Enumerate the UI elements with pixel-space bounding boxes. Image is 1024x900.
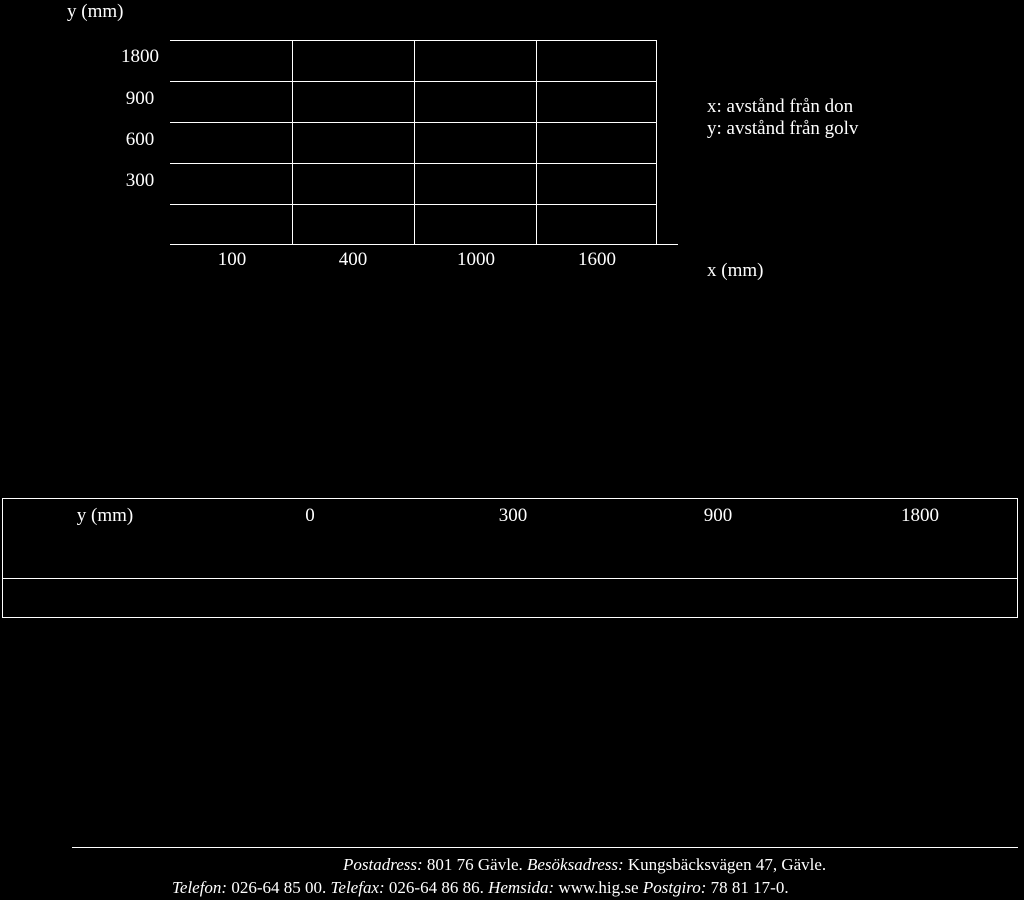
x-tick-400: 400 — [338, 249, 368, 270]
grid-line-900 — [170, 81, 656, 82]
besoksadress-label: Besöksadress: — [527, 855, 624, 874]
postgiro-value: 78 81 17-0. — [706, 878, 789, 897]
legend-x-definition: x: avstånd från don — [707, 96, 854, 117]
x-tick-100: 100 — [217, 249, 247, 270]
table-header-1800: 1800 — [901, 505, 939, 526]
telefon-value: 026-64 85 00. — [227, 878, 331, 897]
table-header-900: 900 — [703, 505, 733, 526]
grid-line-600 — [170, 122, 656, 123]
telefax-value: 026-64 86 86. — [384, 878, 489, 897]
x-axis-title: x (mm) — [707, 260, 764, 281]
y-tick-1800: 1800 — [121, 46, 159, 67]
telefax-label: Telefax: — [330, 878, 385, 897]
grid-column-line — [292, 40, 293, 245]
grid-column-line — [536, 40, 537, 245]
legend-y-definition: y: avstånd från golv — [707, 118, 859, 139]
grid-column-line — [656, 40, 657, 245]
grid-line-1800 — [170, 40, 656, 41]
grid-line-300 — [170, 163, 656, 164]
table-header-y: y (mm) — [76, 505, 134, 526]
telefon-label: Telefon: — [172, 878, 228, 897]
x-tick-1600: 1600 — [578, 249, 616, 270]
x-axis-line — [170, 244, 678, 245]
hemsida-value: www.hig.se — [554, 878, 643, 897]
y-tick-600: 600 — [125, 129, 155, 150]
postadress-value: 801 76 Gävle. — [422, 855, 527, 874]
footer-rule — [72, 847, 1018, 848]
footer-address-line — [343, 856, 826, 873]
postadress-label: Postadress: — [343, 855, 423, 874]
y-tick-900: 900 — [125, 88, 155, 109]
x-tick-1000: 1000 — [457, 249, 495, 270]
table-header-0: 0 — [305, 505, 315, 526]
grid-column-line — [414, 40, 415, 245]
besoksadress-value: Kungsbäcksvägen 47, Gävle. — [623, 855, 827, 874]
legend — [707, 96, 858, 140]
y-axis-title: y (mm) — [67, 1, 124, 22]
y-tick-300: 300 — [125, 170, 155, 191]
table-header-300: 300 — [498, 505, 528, 526]
postgiro-label: Postgiro: — [642, 878, 707, 897]
footer-contact-line — [172, 879, 789, 896]
hemsida-label: Hemsida: — [488, 878, 555, 897]
grid-line-base — [170, 204, 656, 205]
table-row-divider — [2, 578, 1018, 579]
